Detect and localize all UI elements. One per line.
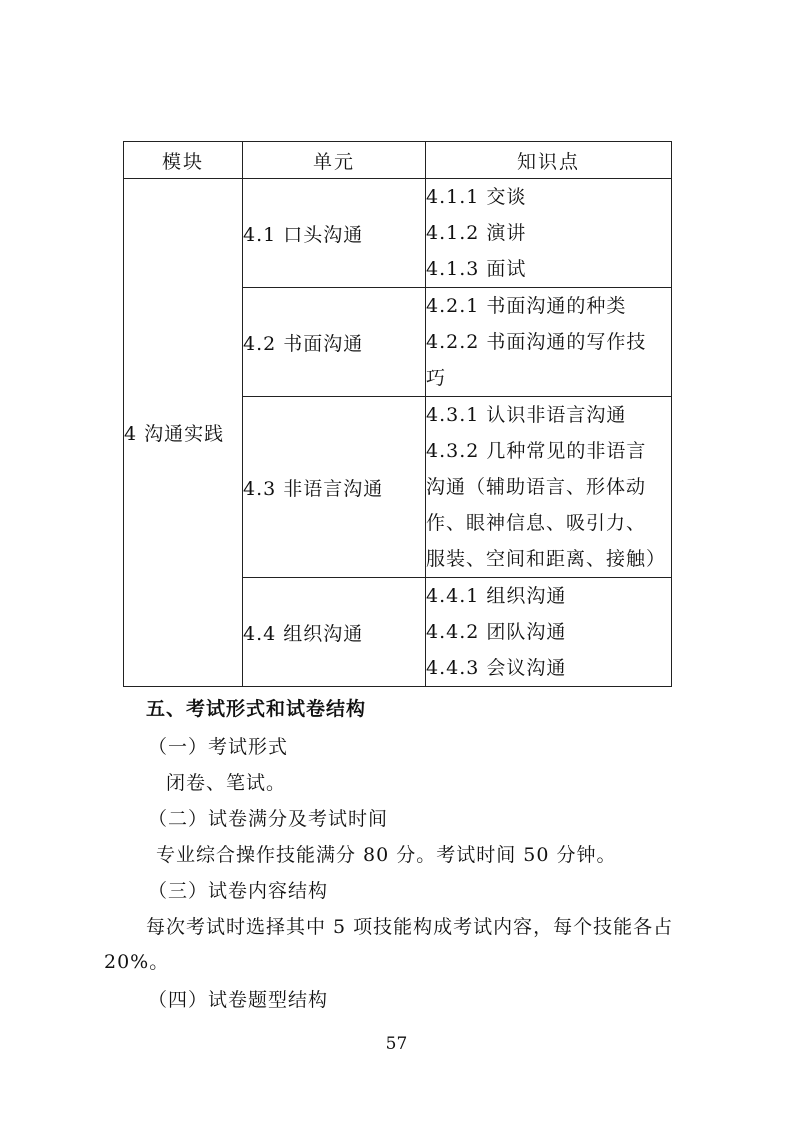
- knowledge-point: 沟通（辅助语言、形体动: [426, 476, 647, 498]
- unit-cell: 4.3 非语言沟通: [243, 397, 426, 578]
- knowledge-point: 4.2.2 书面沟通的写作技: [426, 331, 647, 353]
- knowledge-points-cell: [426, 288, 672, 397]
- subsection-heading-2: （二）试卷满分及考试时间: [148, 808, 389, 830]
- knowledge-point: 服装、空间和距离、接触）: [426, 548, 667, 570]
- knowledge-point: 巧: [426, 367, 447, 389]
- syllabus-table: [123, 141, 672, 687]
- knowledge-points-cell: [426, 397, 672, 578]
- knowledge-point: 4.3.2 几种常见的非语言: [426, 440, 647, 462]
- module-cell: 4 沟通实践: [124, 179, 243, 687]
- subsection-text-3-line-1: 每次考试时选择其中 5 项技能构成考试内容，每个技能各占: [146, 916, 674, 938]
- subsection-heading-3: （三）试卷内容结构: [148, 880, 329, 902]
- subsection-text-3-line-2: 20%。: [104, 951, 170, 973]
- knowledge-point: 4.4.2 团队沟通: [426, 621, 567, 643]
- header-unit: 单元: [243, 142, 426, 179]
- knowledge-point: 4.4.1 组织沟通: [426, 585, 567, 607]
- unit-cell: 4.4 组织沟通: [243, 578, 426, 687]
- subsection-heading-1: （一）考试形式: [148, 736, 289, 758]
- header-knowledge-points: 知识点: [426, 142, 672, 179]
- knowledge-points-cell: [426, 578, 672, 687]
- subsection-heading-4: （四）试卷题型结构: [148, 989, 329, 1011]
- header-module: 模块: [124, 142, 243, 179]
- knowledge-point: 4.4.3 会议沟通: [426, 657, 567, 679]
- table-header-row: [124, 142, 672, 179]
- unit-cell: 4.2 书面沟通: [243, 288, 426, 397]
- subsection-text-1: 闭卷、笔试。: [166, 772, 287, 794]
- page-number: 57: [385, 1034, 408, 1054]
- unit-cell: 4.1 口头沟通: [243, 179, 426, 288]
- section-title: 五、考试形式和试卷结构: [146, 698, 367, 720]
- knowledge-point: 作、眼神信息、吸引力、: [426, 512, 647, 534]
- knowledge-point: 4.1.2 演讲: [426, 222, 527, 244]
- knowledge-point: 4.1.1 交谈: [426, 186, 527, 208]
- knowledge-points-cell: [426, 179, 672, 288]
- knowledge-point: 4.3.1 认识非语言沟通: [426, 404, 627, 426]
- knowledge-point: 4.1.3 面试: [426, 258, 527, 280]
- table-row: [124, 179, 672, 288]
- subsection-text-2: 专业综合操作技能满分 80 分。考试时间 50 分钟。: [156, 844, 617, 866]
- knowledge-point: 4.2.1 书面沟通的种类: [426, 295, 627, 317]
